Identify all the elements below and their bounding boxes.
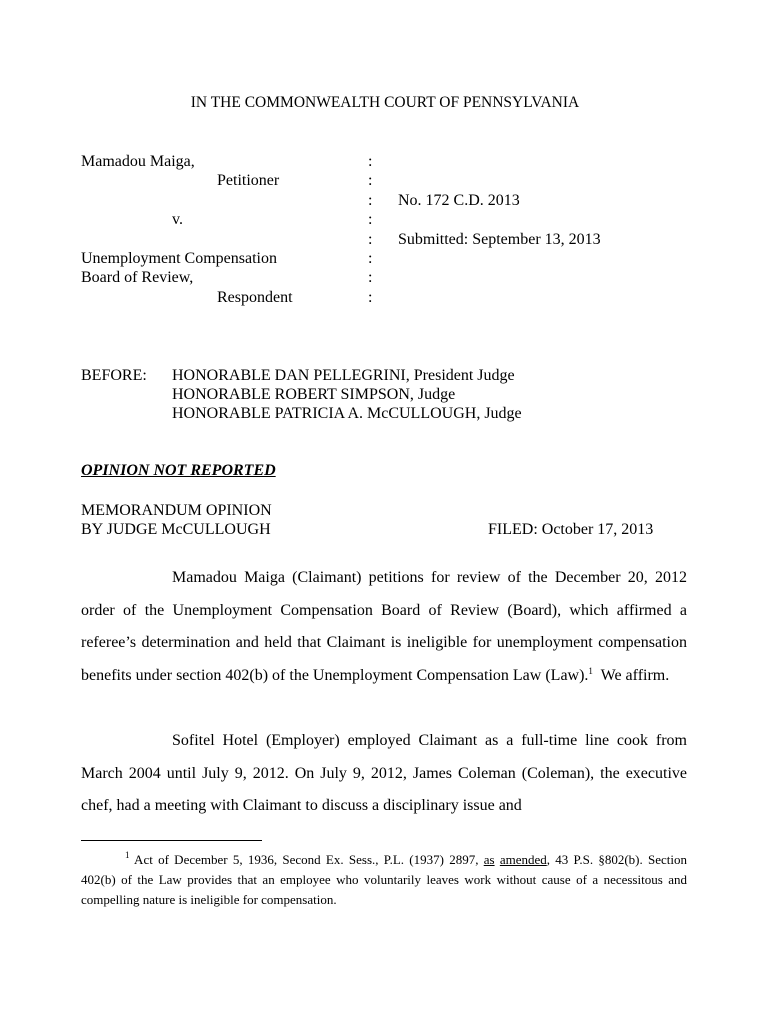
judge-line: HONORABLE PATRICIA A. McCULLOUGH, Judge (172, 405, 522, 422)
respondent-role: Respondent (217, 289, 293, 306)
caption-colon: : (368, 250, 373, 267)
paragraph-tail: We affirm. (592, 666, 670, 684)
filed-date: FILED: October 17, 2013 (488, 521, 654, 538)
caption-colon: : (368, 172, 373, 189)
paragraph-text: Mamadou Maiga (Claimant) petitions for review of the December 20, 2012 order of the Unemployment Compensation Board of Review (Board), which affirmed a referee’s determination and held that Claimant is ineligible for unemployment compensation benefits under section 402(b) of the Unemployment Compensation Law (Law). (81, 569, 687, 684)
memo-heading-line1: MEMORANDUM OPINION (81, 502, 272, 519)
petitioner-name: Mamadou Maiga, (81, 153, 195, 170)
caption-colon: : (368, 192, 373, 209)
footnote (81, 850, 687, 910)
paragraph-text: Sofitel Hotel (Employer) employed Claimant as a full-time line cook from March 2004 until July 9, 2012. On July 9, 2012, James Coleman (Coleman), the executive chef, had a meeting with Claimant to discuss a disciplinary issue and (81, 732, 687, 815)
footnote-rule (81, 840, 262, 841)
caption-colon: : (368, 269, 373, 286)
footnote-text: Act of December 5, 1936, Second Ex. Sess., P.L. (1937) 2897, (129, 852, 484, 867)
footnote-as: as (483, 852, 495, 867)
body-paragraph (81, 725, 687, 823)
caption-colon: : (368, 153, 373, 170)
footnote-text: , 43 P.S. §802(b). Section 402(b) of the Law provides that an employee who voluntarily leaves work without cause of a necessitous and compelling nature is ineligible for compensation. (81, 852, 688, 907)
footnote-marker: 1 (125, 850, 130, 860)
caption-colon: : (368, 231, 373, 248)
caption-colon: : (368, 211, 373, 228)
petitioner-role: Petitioner (217, 172, 280, 189)
judge-line: HONORABLE DAN PELLEGRINI, President Judge (172, 367, 515, 384)
submitted-date: Submitted: September 13, 2013 (398, 231, 601, 248)
body-paragraph (81, 562, 687, 692)
opinion-not-reported: OPINION NOT REPORTED (81, 462, 276, 479)
versus: v. (172, 211, 183, 228)
memo-heading-line2: BY JUDGE McCULLOUGH (81, 521, 271, 538)
before-label: BEFORE: (81, 367, 147, 384)
footnote-amended: amended (499, 852, 547, 867)
judge-line: HONORABLE ROBERT SIMPSON, Judge (172, 386, 456, 403)
respondent-name-line1: Unemployment Compensation (81, 250, 277, 267)
case-number: No. 172 C.D. 2013 (398, 192, 520, 209)
court-title: IN THE COMMONWEALTH COURT OF PENNSYLVANIA (190, 94, 580, 111)
caption-colon: : (368, 289, 373, 306)
respondent-name-line2: Board of Review, (81, 269, 194, 286)
footnote-reference: 1 (588, 665, 593, 676)
